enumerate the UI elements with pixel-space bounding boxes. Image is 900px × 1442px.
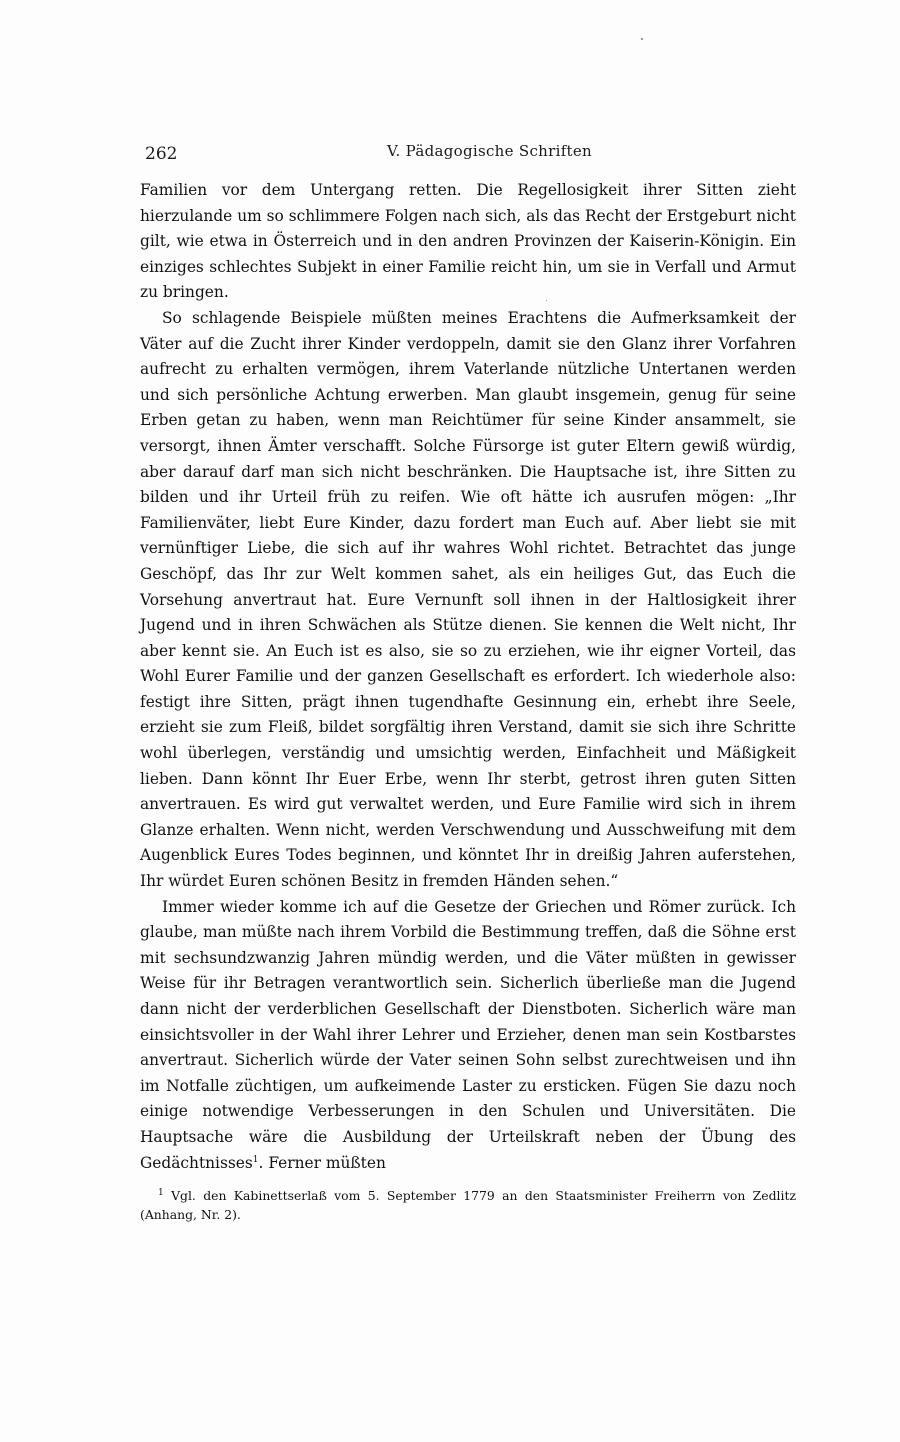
page-header [145,142,795,168]
footnote-reference: 1 [252,1154,259,1165]
footnote-marker: 1 [158,1187,164,1198]
paragraph-1: Familien vor dem Untergang retten. Die Regellosigkeit ihrer Sitten zieht hierzulande um so schlimmere Folgen nach sich, als das Recht der Erstgeburt nicht gilt, wie etwa in Österreich und in den andren Provinzen der Kaiserin-Königin. Ein einziges schlechtes Subjekt in einer Familie reicht hin, um sie in Verfall und Armut zu bringen. [140,181,796,302]
page-number: 262 [145,144,178,164]
paragraph-2: So schlagende Beispiele müßten meines Erachtens die Aufmerksamkeit der Väter auf die Zucht ihrer Kinder verdoppeln, damit sie den Glanz ihrer Vorfahren aufrecht zu erhalten vermögen, ihrem Vaterlande nützliche Untertanen werden und sich persönliche Achtung erwerben. Man glaubt insgemein, genug für seine Erben getan zu haben, wenn man Reichtümer für seine Kinder ansammelt, sie versorgt, ihnen Ämter verschafft. Solche Fürsorge ist guter Eltern gewiß würdig, aber darauf darf man sich nicht beschränken. Die Hauptsache ist, ihre Sitten zu bilden und ihr Urteil früh zu reifen. Wie oft hätte ich ausrufen mögen: „Ihr Familienväter, liebt Eure Kinder, dazu fordert man Euch auf. Aber liebt sie mit vernünftiger Liebe, die sich auf ihr wahres Wohl richtet. Betrachtet das junge Geschöpf, das Ihr zur Welt kommen sahet, als ein heiliges Gut, das Euch die Vorsehung anvertraut hat. Eure Vernunft soll ihnen in der Haltlosigkeit ihrer Jugend und in ihren Schwächen als Stütze dienen. Sie kennen die Welt nicht, Ihr aber kennt sie. An Euch ist es also, sie so zu erziehen, wie ihr eigner Vorteil, das Wohl Eurer Familie und der ganzen Gesellschaft es erfordert. Ich wiederhole also: festigt ihre Sitten, prägt ihnen tugendhafte Gesinnung ein, erhebt ihre Seele, erzieht sie zum Fleiß, bildet sorgfältig ihren Verstand, damit sie sich ihre Schritte wohl überlegen, verständig und umsichtig werden, Einfachheit und Mäßigkeit lieben. Dann könnt Ihr Euer Erbe, wenn Ihr sterbt, getrost ihren guten Sitten anvertrauen. Es wird gut verwaltet werden, und Eure Familie wird sich in ihrem Glanze erhalten. Wenn nicht, werden Verschwendung und Ausschweifung mit dem Augenblick Eures Todes beginnen, und könntet Ihr in dreißig Jahren auferstehen, Ihr würdet Euren schönen Besitz in fremden Händen sehen.“ [140,308,796,891]
paragraph-3-continuation: . Ferner müßten [258,1153,386,1172]
body-text [140,178,796,1176]
paragraph-3-text: Immer wieder komme ich auf die Gesetze der Griechen und Römer zurück. Ich glaube, man müßte nach ihrem Vorbild die Bestimmung treffen, daß die Söhne erst mit sechsundzwanzig Jahren mündig werden, und die Väter müßten in gewisser Weise für ihr Betragen verantwortlich sein. Sicherlich überließe man die Jugend dann nicht der verderblichen Gesellschaft der Dienstboten. Sicherlich wäre man einsichtsvoller in der Wahl ihrer Lehrer und Erzieher, denen man sein Kostbarstes anvertraut. Sicherlich würde der Vater seinen Sohn selbst zurechtweisen und ihn im Notfalle züchtigen, um aufkeimende Laster zu ersticken. Fügen Sie dazu noch einige notwendige Verbesserungen in den Schulen und Universitäten. Die Hauptsache wäre die Ausbildung der Urteilskraft neben der Übung des Gedächtnisses [140,897,796,1172]
footnote-text: Vgl. den Kabinettserlaß vom 5. September 1779 an den Staatsminister Freiherrn von Zedlitz (Anhang, Nr. 2). [140,1188,796,1222]
running-title: V. Pädagogische Schriften [387,142,593,160]
footnote [140,1186,796,1224]
paper-speck [641,38,643,40]
paragraph-3 [140,895,796,1177]
